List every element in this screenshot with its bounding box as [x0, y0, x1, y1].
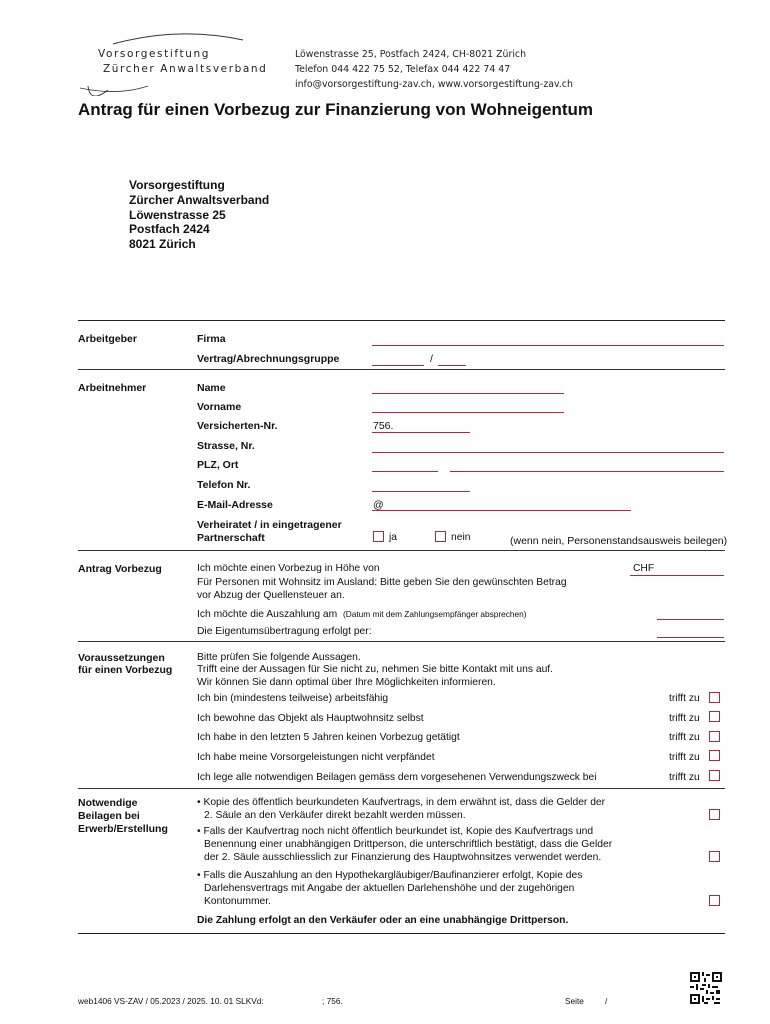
nein-checkbox[interactable]	[435, 531, 446, 542]
auszahlung-label: Ich möchte die Auszahlung am	[197, 609, 338, 620]
label-email: E-Mail-Adresse	[197, 499, 273, 511]
voraussetzung-item: Ich bin (mindestens teilweise) arbeitsfähig	[197, 693, 389, 704]
contact-web: info@vorsorgestiftung-zav.ch, www.vorsorgestiftung-zav.ch	[295, 79, 573, 90]
antrag-line4	[197, 608, 527, 622]
label-vorname: Vorname	[197, 401, 242, 413]
beilage-3-checkbox[interactable]	[709, 895, 720, 906]
address-line: 8021 Zürich	[129, 237, 196, 251]
beilage-3-line: • Falls die Auszahlung an den Hypothekargläubiger/Baufinanzierer erfolgt, Kopie des	[197, 870, 583, 881]
voraussetzungen-intro-2: Trifft eine der Aussagen für Sie nicht zu, nehmen Sie bitte Kontakt mit uns auf.	[197, 664, 554, 675]
footer-doc-ref: web1406 VS-ZAV / 05.2023 / 2025. 10. 01 SLKVd:	[78, 996, 264, 1006]
section-beilagen-2: Beilagen bei	[78, 810, 140, 822]
auszahlung-hint: (Datum mit dem Zahlungsempfänger absprechen)	[342, 609, 527, 619]
voraussetzung-item: Ich habe meine Vorsorgeleistungen nicht verpfändet	[197, 752, 435, 763]
label-verheiratet: Verheiratet / in eingetragener	[197, 519, 342, 531]
beilage-2-line: Benennung einer unabhängigen Drittperson, die unterschriftlich bestätigt, dass die Gelder	[204, 839, 613, 850]
abrechnungsgruppe-field[interactable]	[438, 365, 466, 366]
ja-checkbox[interactable]	[373, 531, 384, 542]
trifft-zu-label: trifft zu	[669, 693, 700, 704]
section-divider	[78, 788, 725, 789]
trifft-zu-checkbox[interactable]	[709, 750, 720, 761]
trifft-zu-checkbox[interactable]	[709, 770, 720, 781]
logo-org-line2: Zürcher Anwaltsverband	[103, 63, 268, 75]
betrag-field[interactable]	[630, 575, 724, 576]
trifft-zu-label: trifft zu	[669, 752, 700, 763]
name-field[interactable]	[372, 393, 564, 394]
firma-field[interactable]	[372, 345, 724, 346]
versicherten-nr-value: 756.	[373, 420, 394, 432]
qr-code-icon	[690, 972, 722, 1004]
telefon-field[interactable]	[372, 491, 470, 492]
trifft-zu-checkbox[interactable]	[709, 731, 720, 742]
trifft-zu-checkbox[interactable]	[709, 692, 720, 703]
beilage-1-line: • Kopie des öffentlich beurkundeten Kaufvertrags, in dem erwähnt ist, dass die Gelder der	[197, 797, 606, 808]
trifft-zu-label: trifft zu	[669, 713, 700, 724]
eigentumsuebertragung-field[interactable]	[657, 637, 724, 638]
beilage-3-line: Darlehensvertrags mit Angabe der aktuellen Darlehenshöhe und der zugehörigen	[204, 883, 575, 894]
page-title: Antrag für einen Vorbezug zur Finanzierung von Wohneigentum	[78, 100, 594, 119]
auszahlung-datum-field[interactable]	[657, 619, 724, 620]
section-voraussetzungen-2: für einen Vorbezug	[78, 664, 173, 676]
section-beilagen-3: Erwerb/Erstellung	[78, 823, 168, 835]
voraussetzungen-intro-1: Bitte prüfen Sie folgende Aussagen.	[197, 652, 361, 663]
antrag-line3: vor Abzug der Quellensteuer an.	[197, 590, 345, 601]
section-arbeitgeber: Arbeitgeber	[78, 333, 137, 345]
label-strasse: Strasse, Nr.	[197, 440, 255, 452]
voraussetzung-item: Ich lege alle notwendigen Beilagen gemäss dem vorgesehenen Verwendungszweck bei	[197, 772, 597, 783]
email-field[interactable]	[372, 510, 631, 511]
label-firma: Firma	[197, 333, 226, 345]
logo-org-line1: Vorsorgestiftung	[98, 48, 210, 60]
beilage-2-line: der 2. Säule ausschliesslich zur Finanzierung des Hauptwohnsitzes verwendet werden.	[204, 852, 602, 863]
label-vertrag: Vertrag/Abrechnungsgruppe	[197, 353, 340, 365]
logo-arc-icon	[78, 26, 278, 96]
nein-label: nein	[451, 532, 471, 543]
label-versicherten-nr: Versicherten-Nr.	[197, 420, 278, 432]
footer-ref-number: ; 756.	[322, 996, 343, 1006]
beilage-2-line: • Falls der Kaufvertrag noch nicht öffentlich beurkundet ist, Kopie des Kaufvertrags und	[197, 826, 594, 837]
antrag-line2: Für Personen mit Wohnsitz im Ausland: Bitte geben Sie den gewünschten Betrag	[197, 577, 567, 588]
email-at-sign: @	[373, 499, 384, 511]
label-telefon: Telefon Nr.	[197, 479, 251, 491]
beilage-1-checkbox[interactable]	[709, 809, 720, 820]
beilage-2-checkbox[interactable]	[709, 851, 720, 862]
address-line: Zürcher Anwaltsverband	[129, 193, 270, 207]
footer-seite-separator: /	[605, 996, 608, 1006]
label-plz-ort: PLZ, Ort	[197, 459, 239, 471]
trifft-zu-checkbox[interactable]	[709, 711, 720, 722]
currency-chf: CHF	[633, 563, 655, 574]
ort-field[interactable]	[450, 471, 724, 472]
section-divider	[78, 550, 725, 551]
trifft-zu-label: trifft zu	[669, 772, 700, 783]
section-arbeitnehmer: Arbeitnehmer	[78, 382, 147, 394]
beilage-3-line: Kontonummer.	[204, 896, 271, 907]
plz-field[interactable]	[372, 471, 438, 472]
voraussetzung-item: Ich bewohne das Objekt als Hauptwohnsitz selbst	[197, 713, 424, 724]
section-divider	[78, 933, 725, 934]
trifft-zu-label: trifft zu	[669, 732, 700, 743]
voraussetzung-item: Ich habe in den letzten 5 Jahren keinen Vorbezug getätigt	[197, 732, 460, 743]
vertrag-separator: /	[430, 353, 433, 365]
strasse-field[interactable]	[372, 452, 724, 453]
nein-hint: (wenn nein, Personenstandsausweis beilegen)	[510, 535, 728, 547]
beilage-1-line: 2. Säule an den Verkäufer direkt bezahlt werden müssen.	[204, 810, 466, 821]
antrag-line5: Die Eigentumsübertragung erfolgt per:	[197, 626, 372, 637]
footer-seite-label: Seite	[565, 996, 584, 1006]
section-divider	[78, 369, 725, 370]
address-line: Vorsorgestiftung	[129, 178, 225, 192]
beilagen-closing: Die Zahlung erfolgt an den Verkäufer oder an eine unabhängige Drittperson.	[197, 915, 569, 926]
vorname-field[interactable]	[372, 412, 564, 413]
section-divider	[78, 641, 725, 642]
contact-phone: Telefon 044 422 75 52, Telefax 044 422 74 47	[295, 64, 511, 75]
label-name: Name	[197, 382, 226, 394]
address-line: Postfach 2424	[129, 222, 210, 236]
ja-label: ja	[389, 532, 398, 543]
vertrag-field[interactable]	[372, 365, 424, 366]
antrag-line1: Ich möchte einen Vorbezug in Höhe von	[197, 563, 380, 574]
versicherten-nr-field[interactable]	[372, 432, 470, 433]
section-beilagen-1: Notwendige	[78, 797, 138, 809]
address-line: Löwenstrasse 25	[129, 208, 226, 222]
contact-address: Löwenstrasse 25, Postfach 2424, CH-8021 Zürich	[295, 49, 527, 60]
section-divider	[78, 320, 725, 321]
voraussetzungen-intro-3: Wir können Sie dann optimal über Ihre Möglichkeiten informieren.	[197, 677, 496, 688]
label-partnerschaft: Partnerschaft	[197, 532, 265, 544]
section-antrag-vorbezug: Antrag Vorbezug	[78, 563, 162, 575]
section-voraussetzungen-1: Voraussetzungen	[78, 652, 165, 664]
